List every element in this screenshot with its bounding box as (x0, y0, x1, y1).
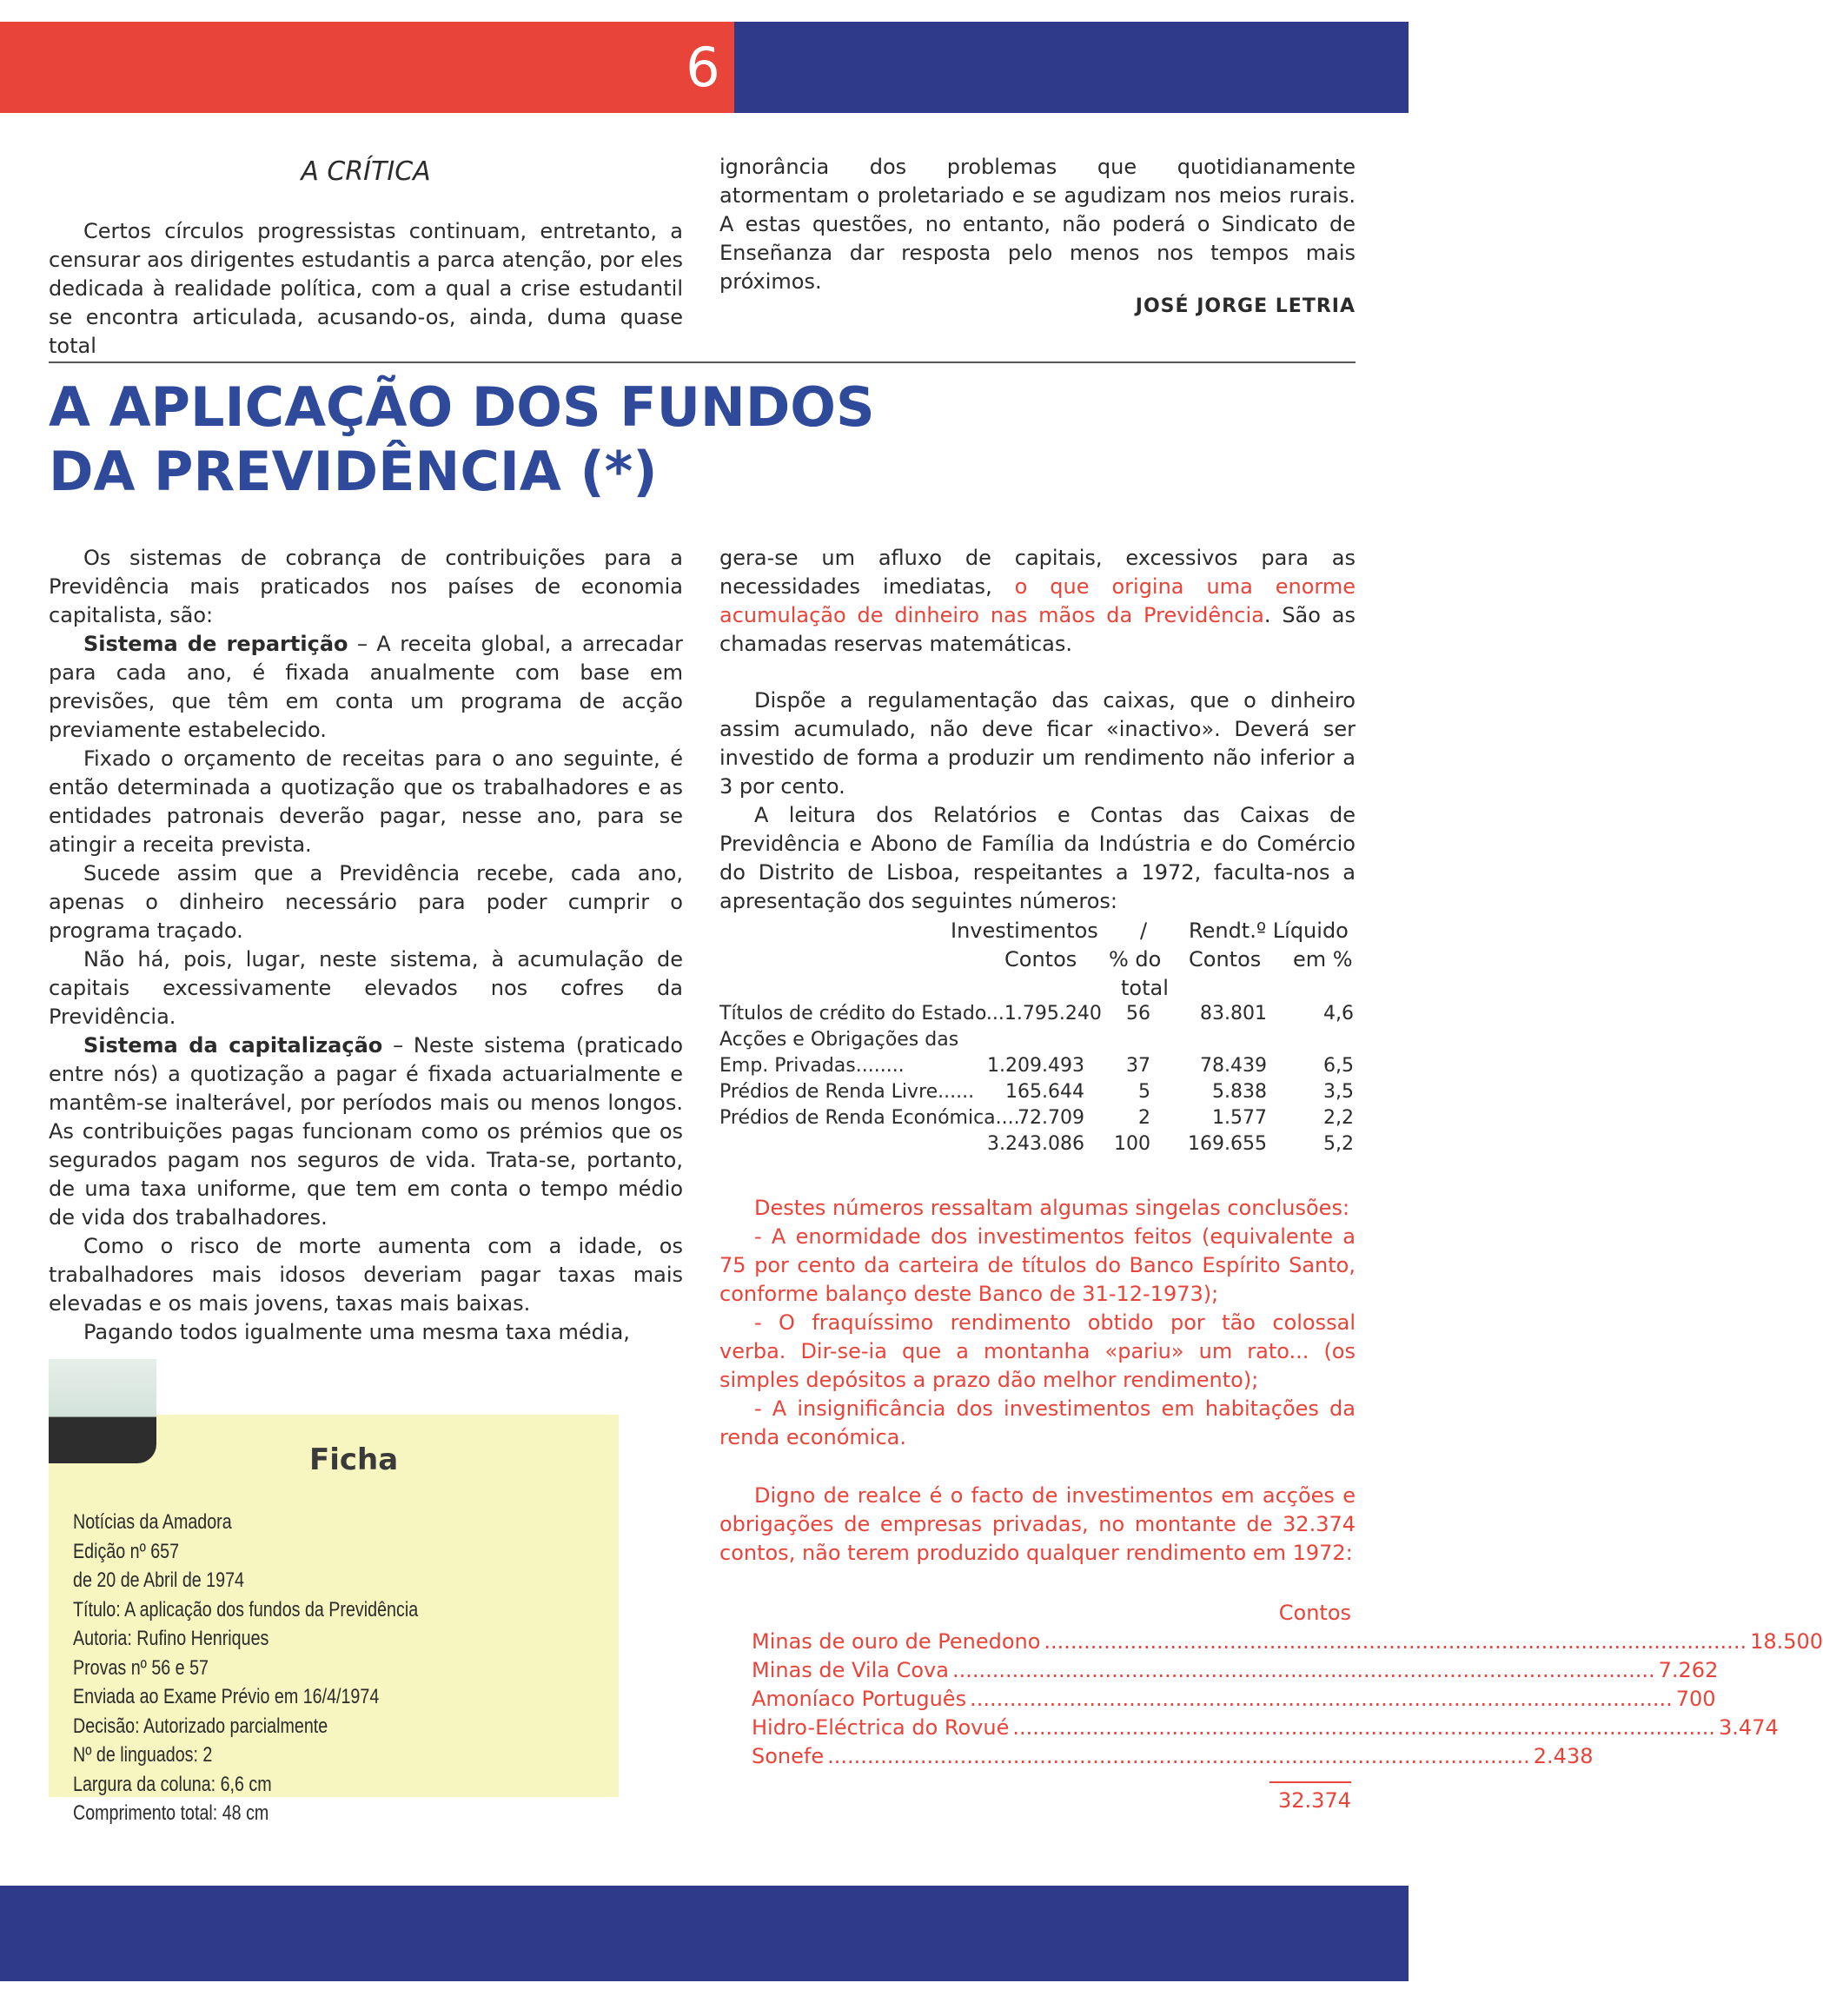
header-band-blue (734, 22, 1409, 113)
ficha-title: Ficha (309, 1442, 399, 1477)
header-investimentos: Investimentos (951, 918, 1098, 943)
afluxo-text: gera-se um afluxo de capitais, excessivos para as necessidades imediatas, (719, 546, 1356, 599)
article-right-column-top (719, 544, 1356, 659)
leader-dots: .......................................................................................................... (1012, 1715, 1716, 1740)
realce-paragraph (719, 1482, 1356, 1568)
ficha-line: Nº de linguados: 2 (73, 1743, 213, 1767)
table-row-label: Títulos de crédito do Estado...1.795.240 (719, 1003, 1102, 1025)
article-paragraph: Sucede assim que a Previdência recebe, cada ano, apenas o dinheiro necessário para poder cumprir o programa traçado. (49, 861, 683, 943)
table-cell-value: 165.644 (1005, 1081, 1084, 1103)
critica-text-right: ignorância dos problemas que quotidianamente atormentam o proletariado e se agudizam nos meios rurais. A estas questões, no entanto, não poderá o Sindicato de Enseñanza dar resposta pelo menos nos tempos mais próximos. (719, 155, 1356, 294)
ficha-line: Enviada ao Exame Prévio em 16/4/1974 (73, 1685, 380, 1708)
conclusion-item: - A insignificância dos investimentos em habitações da renda económica. (719, 1396, 1356, 1449)
ficha-line: Notícias da Amadora (73, 1510, 232, 1534)
ficha-line: Comprimento total: 48 cm (73, 1801, 269, 1825)
article-paragraph: Dispõe a regulamentação das caixas, que o dinheiro assim acumulado, não deve ficar «inactivo». Deverá ser investido de forma a produzir um rendimento não inferior a 3 por cento. (719, 688, 1356, 799)
header-em-pct: em % (1293, 947, 1353, 972)
sistema-capitalizacao-label: Sistema da capitalização (83, 1033, 383, 1058)
mines-table (752, 1599, 1823, 1815)
ficha-line: de 20 de Abril de 1974 (73, 1568, 244, 1592)
table-cell-pct: 37 (1126, 1055, 1150, 1077)
realce-text: Digno de realce é o facto de investimentos em acções e obrigações de empresas privadas, no montante de 32.374 contos, não terem produzido qualquer rendimento em 1972: (719, 1483, 1356, 1565)
conclusions-intro: Destes números ressaltam algumas singelas conclusões: (754, 1196, 1350, 1220)
mine-name: Amoníaco Português (752, 1687, 967, 1711)
mine-value: 3.474 (1719, 1715, 1779, 1740)
article-left-column (49, 544, 683, 1347)
header-pct-do: % do (1109, 947, 1162, 972)
table-row (752, 1714, 1779, 1742)
header-slash: / (1140, 918, 1148, 943)
article-paragraph (719, 544, 1356, 659)
table-cell-rend: 1.577 (1212, 1107, 1267, 1129)
mine-value: 700 (1675, 1687, 1716, 1711)
highlight-text: o que origina uma enorme acumulação de dinheiro nas mãos da Previdência (719, 574, 1356, 627)
ficha-tab-graphic (49, 1359, 156, 1463)
leader-dots: .......................................................................................................... (951, 1658, 1655, 1682)
ficha-line: Autoria: Rufino Henriques (73, 1627, 269, 1650)
conclusion-item: - O fraquíssimo rendimento obtido por tão colossal verba. Dir-se-ia que a montanha «pariu» um rato... (os simples depósitos a prazo dão melhor rendimento); (719, 1310, 1356, 1392)
table-row-label: Prédios de Renda Económica.... (719, 1107, 1020, 1129)
table-row (752, 1656, 1719, 1685)
article-title-line2: DA PREVIDÊNCIA (*) (49, 440, 658, 503)
header-contos: Contos (1004, 947, 1077, 972)
header-band-red (0, 22, 734, 113)
mine-value: 7.262 (1658, 1658, 1719, 1682)
table-row-label: Emp. Privadas........ (719, 1055, 905, 1077)
critica-text-left: Certos círculos progressistas continuam, entretanto, a censurar aos dirigentes estudantis a parca atenção, por eles dedicada à realidade política, com a qual a crise estudantil se encontra articulada, acusando-os, ainda, duma quase total (49, 219, 683, 358)
table-row (752, 1685, 1716, 1714)
table-row-label: Prédios de Renda Livre...... (719, 1081, 975, 1103)
article-paragraph (49, 1031, 683, 1232)
critica-heading: A CRÍTICA (301, 156, 431, 187)
article-right-column-middle (719, 686, 1356, 916)
article-paragraph: Os sistemas de cobrança de contribuições para a Previdência mais praticados nos países de economia capitalista, são: (49, 546, 683, 627)
mine-name: Hidro-Eléctrica do Rovué (752, 1715, 1010, 1740)
article-title-line1: A APLICAÇÃO DOS FUNDOS (49, 375, 875, 439)
conclusion-item: - A enormidade dos investimentos feitos (equivalente a 75 por cento da carteira de títulos do Banco Espírito Santo, conforme balanço deste Banco de 31-12-1973); (719, 1224, 1356, 1306)
ficha-line: Largura da coluna: 6,6 cm (73, 1772, 272, 1796)
mine-value: 18.500 (1750, 1629, 1823, 1654)
sistema-capitalizacao-text: – Neste sistema (praticado entre nós) a quotização a pagar é fixada actuarialmente e mantêm-se inalterável, por períodos mais ou menos longos. As contribuições pagas funcionam como os prémios que os segurados pagam nos seguros de vida. Trata-se, portanto, de uma taxa uniforme, que tem em conta o tempo médio de vida dos trabalhadores. (49, 1033, 683, 1230)
table-total-value: 3.243.086 (987, 1133, 1084, 1155)
table-cell-value: 1.209.493 (987, 1055, 1084, 1077)
sistema-reparticao-label: Sistema de repartição (83, 632, 348, 656)
table-cell-rend: 78.439 (1200, 1055, 1267, 1077)
mine-name: Minas de ouro de Penedono (752, 1629, 1041, 1654)
mine-name: Sonefe (752, 1744, 825, 1768)
reservas-text: . São as chamadas reservas matemáticas. (719, 603, 1356, 656)
table-cell-rend: 5.838 (1212, 1081, 1267, 1103)
critica-paragraph-right (719, 153, 1356, 296)
ficha-details (73, 1508, 418, 1828)
critica-signature: JOSÉ JORGE LETRIA (1135, 295, 1356, 317)
table-cell-rend: 83.801 (1200, 1003, 1267, 1025)
leader-dots: .......................................................................................................... (970, 1687, 1673, 1711)
article-paragraph: Fixado o orçamento de receitas para o ano seguinte, é então determinada a quotização que os trabalhadores e as entidades patronais deverão pagar, nesse ano, para se atingir a receita prevista. (49, 746, 683, 857)
leader-dots: .......................................................................................................... (1044, 1629, 1747, 1654)
header-rendt: Rendt.º Líquido (1189, 918, 1349, 943)
table-row (752, 1742, 1594, 1771)
mine-value: 2.438 (1533, 1744, 1594, 1768)
table-row (752, 1628, 1823, 1656)
table-cell-value: 72.709 (1018, 1107, 1084, 1129)
table-total-pct: 100 (1114, 1133, 1150, 1155)
table-total-rend-pct: 5,2 (1323, 1133, 1354, 1155)
ficha-line: Edição nº 657 (73, 1539, 180, 1563)
article-paragraph: Pagando todos igualmente uma mesma taxa média, (83, 1320, 630, 1344)
table-cell-pct: 5 (1138, 1081, 1150, 1103)
article-paragraph (49, 630, 683, 745)
mine-name: Minas de Vila Cova (752, 1658, 949, 1682)
table-cell-pct: 56 (1126, 1003, 1150, 1025)
mines-total: 32.374 (1269, 1781, 1351, 1815)
article-paragraph: Não há, pois, lugar, neste sistema, à acumulação de capitais excessivamente elevados nos cofres da Previdência. (49, 947, 683, 1029)
critica-paragraph-left (49, 217, 683, 361)
footer-band-blue (0, 1886, 1409, 1981)
table-cell-rend-pct: 4,6 (1323, 1003, 1354, 1025)
article-title (49, 375, 1004, 504)
table-total-rend: 169.655 (1188, 1133, 1267, 1155)
ficha-line: Provas nº 56 e 57 (73, 1655, 209, 1680)
table-cell-pct: 2 (1138, 1107, 1150, 1129)
investments-table-body (719, 1001, 1356, 1166)
ficha-line: Decisão: Autorizado parcialmente (73, 1714, 328, 1738)
section-divider (49, 361, 1356, 363)
table-cell-rend-pct: 3,5 (1323, 1081, 1354, 1103)
table-row-label: Acções e Obrigações das (719, 1029, 959, 1051)
leader-dots: .......................................................................................................... (827, 1744, 1530, 1768)
header-total: total (1121, 976, 1169, 1000)
ficha-line: Título: A aplicação dos fundos da Previdência (73, 1597, 419, 1621)
article-paragraph: A leitura dos Relatórios e Contas das Caixas de Previdência e Abono de Família da Indústria e do Comércio do Distrito de Lisboa, respeitantes a 1972, faculta-nos a apresentação dos seguintes números: (719, 803, 1356, 913)
table-cell-rend-pct: 2,2 (1323, 1107, 1354, 1129)
table-cell-rend-pct: 6,5 (1323, 1055, 1354, 1077)
page-number: 6 (686, 36, 720, 99)
mines-header: Contos (1278, 1601, 1351, 1625)
header-contos-rend: Contos (1189, 947, 1262, 972)
sistema-reparticao-text: – A receita global, a arrecadar para cada ano, é fixada anualmente com base em previsões, que têm em conta um programa de acção previamente estabelecido. (49, 632, 683, 742)
article-paragraph: Como o risco de morte aumenta com a idade, os trabalhadores mais idosos deveriam pagar taxas mais elevadas e os mais jovens, taxas mais baixas. (49, 1234, 683, 1316)
conclusions (719, 1194, 1356, 1452)
